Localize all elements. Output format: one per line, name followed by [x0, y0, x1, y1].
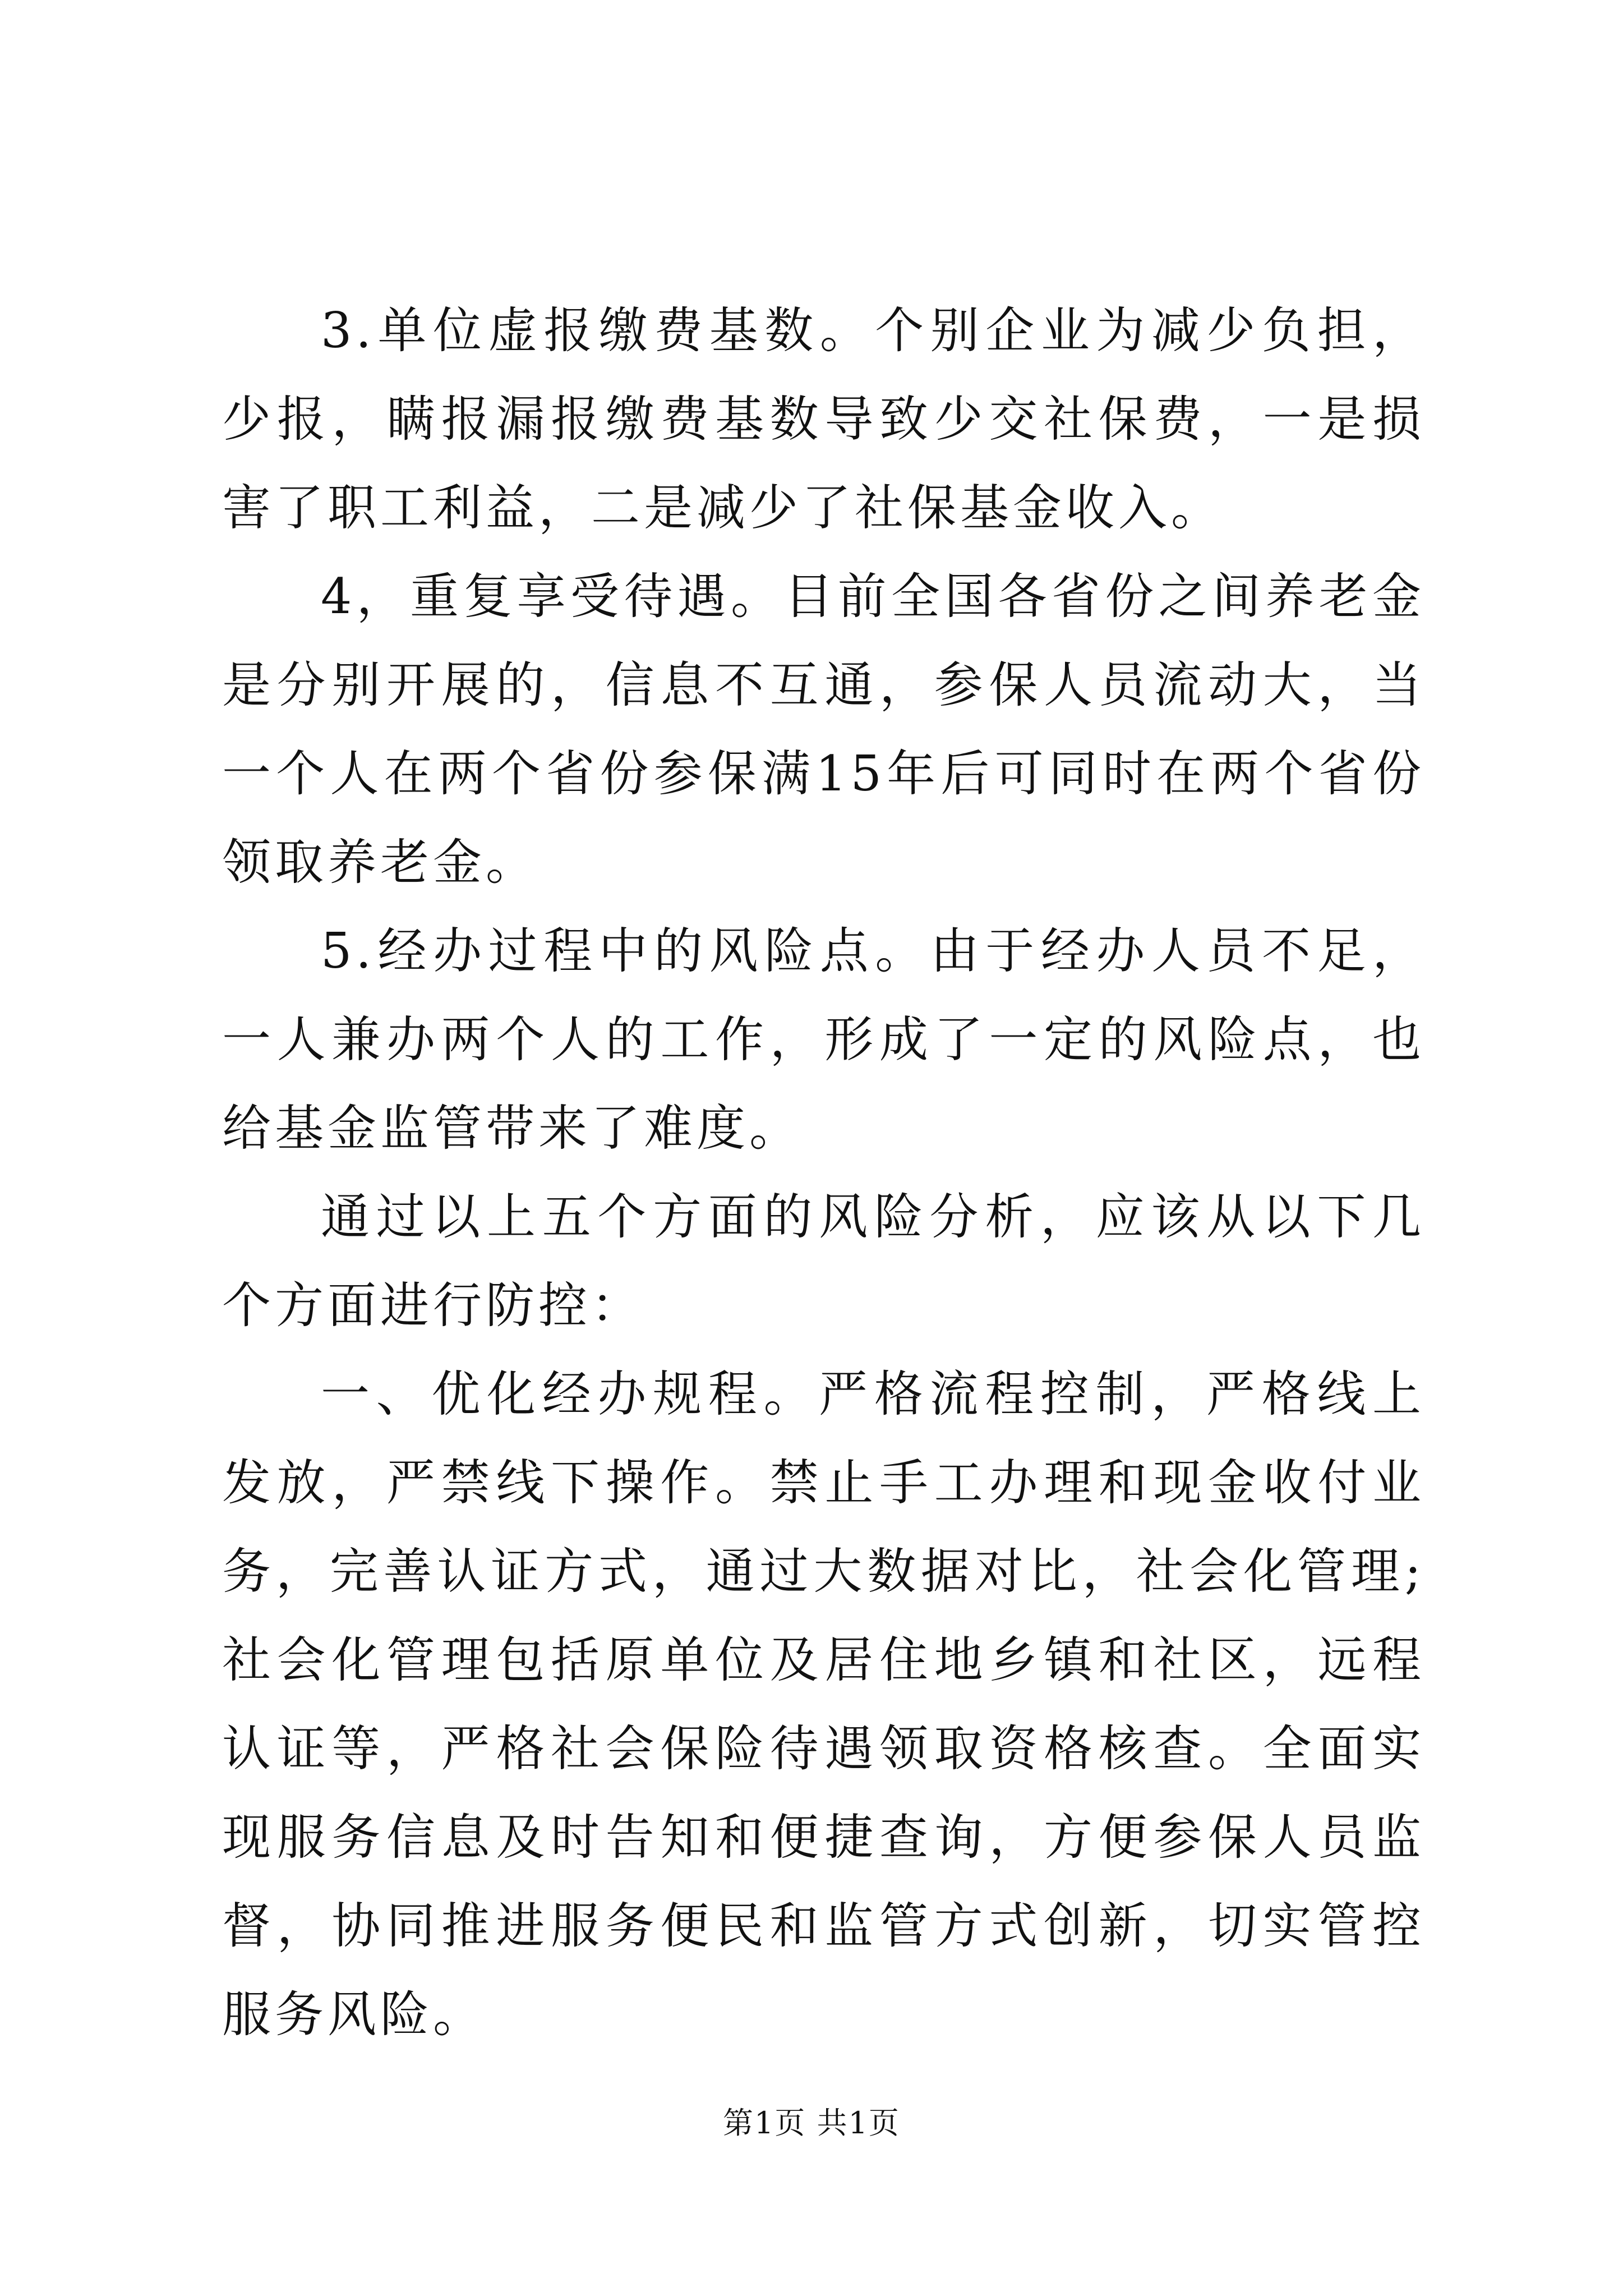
paragraph-measure-1-optimize-procedures: 一、优化经办规程。严格流程控制，严格线上发放，严禁线下操作。禁止手工办理和现金收付业务，完善认证方式，通过大数据对比，社会化管理;社会化管理包括原单位及居住地乡镇和社区，远程认证等，严格社会保险待遇领取资格核查。全面实现服务信息及时告知和便捷查询，方便参保人员监督，协同推进服务便民和监管方式创新，切实管控服务风险。: [222, 1365, 1425, 2042]
document-body: [222, 286, 1425, 2042]
paragraph-prevention-intro: 通过以上五个方面的风险分析，应该从以下几个方面进行防控：: [222, 1188, 1425, 1334]
page-footer: 第1页 共1页: [723, 2105, 900, 2141]
paragraph-item-5-handling-risk: 5.经办过程中的风险点。由于经办人员不足，一人兼办两个人的工作，形成了一定的风险点，也给基金监管带来了难度。: [222, 922, 1425, 1157]
paragraph-item-4-duplicate-benefits: 4，重复享受待遇。目前全国各省份之间养老金是分别开展的，信息不互通，参保人员流动大，当一个人在两个省份参保满15年后可同时在两个省份领取养老金。: [222, 568, 1425, 891]
paragraph-item-3-false-reporting: 3.单位虚报缴费基数。个别企业为减少负担，少报，瞒报漏报缴费基数导致少交社保费，一是损害了职工利益，二是减少了社保基金收入。: [222, 302, 1425, 536]
